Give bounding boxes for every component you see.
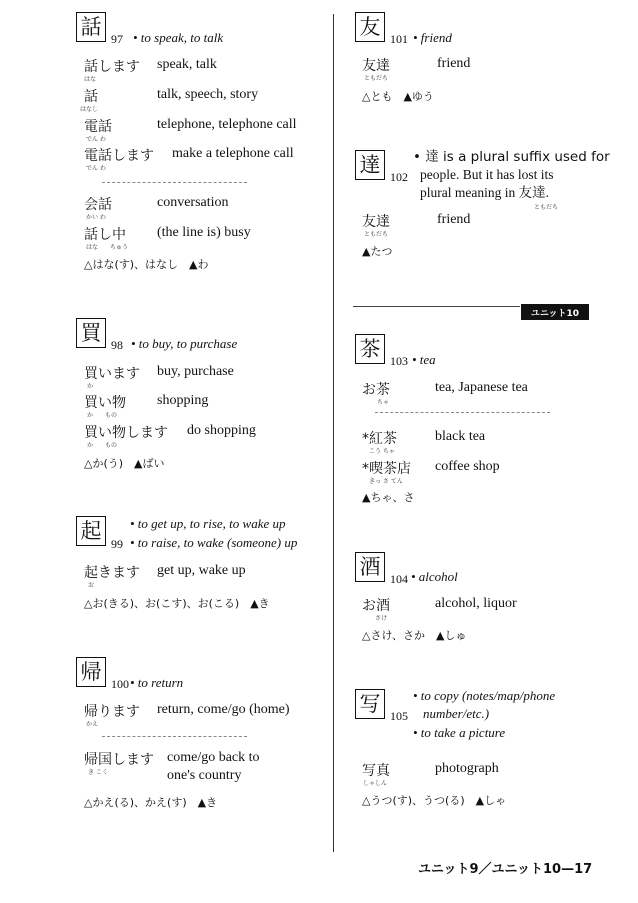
kanji-number: 100 — [111, 677, 129, 691]
kanji-readings: △かえ(る)、かえ(す) ▲き — [84, 796, 218, 809]
usage-note: people. But it has lost its — [420, 167, 554, 182]
vocab-furigana: さけ — [375, 615, 388, 622]
usage-note: plural meaning in 友達. — [420, 185, 549, 201]
vocab-furigana: か — [87, 383, 94, 390]
vocab-definition: (the line is) busy — [157, 225, 251, 240]
kanji-number: 102 — [390, 170, 408, 184]
vocab-word: *紅茶 — [362, 431, 397, 447]
vocab-furigana: きっ さ てん — [369, 478, 403, 485]
kanji-number: 101 — [390, 32, 408, 46]
kanji-meaning: • alcohol — [411, 569, 458, 584]
vocab-furigana: かい わ — [86, 214, 106, 221]
vocab-word: 友達 — [362, 214, 390, 230]
vocab-definition: tea, Japanese tea — [435, 380, 528, 395]
kanji-number: 103 — [390, 354, 408, 368]
vocab-word: *喫茶店 — [362, 461, 411, 477]
page-footer: ユニット9／ユニット10—17 — [418, 862, 593, 877]
vocab-word: 話します — [84, 59, 140, 75]
kanji-meaning: • tea — [412, 352, 436, 367]
vocab-definition: speak, talk — [157, 57, 217, 72]
vocab-furigana: か もの — [87, 442, 118, 449]
kanji-meaning: • to copy (notes/map/phone — [413, 688, 556, 703]
kanji-meaning: • to get up, to rise, to wake up — [130, 516, 286, 531]
vocab-word: 帰ります — [84, 704, 140, 720]
kanji-readings: ▲ちゃ、さ — [362, 491, 415, 504]
kanji-readings: △とも ▲ゆう — [362, 90, 434, 103]
section-divider — [375, 412, 550, 413]
kanji-number: 97 — [111, 32, 123, 46]
vocab-furigana: ともだち — [364, 75, 389, 82]
kanji-meaning: • friend — [413, 30, 452, 45]
vocab-word: 会話 — [84, 197, 112, 213]
kanji-number: 99 — [111, 537, 123, 551]
vocab-word: 話し中 — [84, 227, 126, 243]
vocab-word: 電話 — [84, 119, 112, 135]
vocab-word: 友達 — [362, 58, 390, 74]
unit-badge: ユニット10 — [521, 304, 589, 320]
vocab-word: 帰国します — [84, 752, 154, 768]
vocab-definition: alcohol, liquor — [435, 596, 517, 611]
vocab-furigana: き こく — [88, 769, 108, 776]
vocab-furigana: でん わ — [86, 165, 106, 172]
vocab-furigana: でん わ — [86, 136, 106, 143]
vocab-word: 電話します — [84, 148, 154, 164]
vocab-word: お酒 — [362, 598, 390, 614]
kanji-number: 98 — [111, 338, 123, 352]
vocab-definition: shopping — [157, 393, 209, 408]
vocab-furigana: こう ちゃ — [369, 448, 395, 455]
vocab-definition: buy, purchase — [157, 364, 234, 379]
vocab-word: 買い物します — [84, 425, 168, 441]
note-furigana: ともだち — [534, 204, 559, 211]
vocab-furigana: ちゃ — [377, 399, 390, 406]
kanji-number: 104 — [390, 572, 408, 586]
vocab-word: 買い物 — [84, 395, 126, 411]
vocab-word: 話 — [84, 89, 98, 105]
kanji-meaning: • to return — [130, 675, 184, 690]
vocab-definition: photograph — [435, 761, 499, 776]
kanji-box: 買 — [76, 318, 106, 348]
kanji-box: 茶 — [355, 334, 385, 364]
kanji-readings: △さけ、さか ▲しゅ — [362, 629, 467, 642]
kanji-readings: △お(きる)、お(こす)、お(こる) ▲き — [84, 597, 270, 610]
kanji-meaning: number/etc.) — [423, 706, 490, 721]
vocab-furigana: はなし — [80, 106, 99, 113]
usage-note: • 達 is a plural suffix used for — [413, 149, 610, 165]
vocab-furigana: お — [88, 582, 95, 589]
vocab-definition: telephone, telephone call — [157, 117, 297, 132]
vocab-word: お茶 — [362, 382, 390, 398]
vocab-furigana: しゃしん — [363, 780, 388, 787]
vocab-furigana: か もの — [87, 412, 118, 419]
kanji-box: 帰 — [76, 657, 106, 687]
vocab-definition: coffee shop — [435, 459, 500, 474]
section-divider — [102, 736, 247, 737]
column-divider — [333, 14, 334, 852]
kanji-box: 話 — [76, 12, 106, 42]
kanji-box: 写 — [355, 689, 385, 719]
vocab-definition: come/go back to — [167, 750, 260, 765]
vocab-word: 写真 — [362, 763, 390, 779]
vocab-definition: black tea — [435, 429, 486, 444]
vocab-furigana: ともだち — [364, 231, 389, 238]
kanji-meaning: • to speak, to talk — [133, 30, 224, 45]
vocab-furigana: かえ — [86, 721, 99, 728]
vocab-furigana: はな ちゅう — [86, 244, 129, 251]
vocab-word: 起きます — [84, 565, 140, 581]
vocab-definition: conversation — [157, 195, 229, 210]
section-divider — [102, 182, 247, 183]
kanji-readings: △うつ(す)、うつ(る) ▲しゃ — [362, 794, 507, 807]
vocab-definition: talk, speech, story — [157, 87, 259, 102]
kanji-readings: ▲たつ — [362, 245, 393, 258]
vocab-word: 買います — [84, 366, 140, 382]
kanji-meaning: • to buy, to purchase — [131, 336, 238, 351]
kanji-readings: △はな(す)、はなし ▲わ — [84, 258, 209, 271]
vocab-definition: make a telephone call — [172, 146, 294, 161]
kanji-box: 酒 — [355, 552, 385, 582]
vocab-definition-cont: one's country — [167, 768, 242, 783]
kanji-box: 達 — [355, 150, 385, 180]
kanji-box: 起 — [76, 516, 106, 546]
vocab-definition: return, come/go (home) — [157, 702, 290, 717]
vocab-definition: get up, wake up — [157, 563, 246, 578]
vocab-definition: friend — [437, 56, 471, 71]
kanji-meaning: • to take a picture — [413, 725, 506, 740]
kanji-meaning: • to raise, to wake (someone) up — [130, 535, 298, 550]
kanji-number: 105 — [390, 709, 408, 723]
kanji-readings: △か(う) ▲ばい — [84, 457, 165, 470]
unit-divider-rule — [353, 306, 520, 307]
vocab-definition: do shopping — [187, 423, 256, 438]
kanji-box: 友 — [355, 12, 385, 42]
vocab-definition: friend — [437, 212, 471, 227]
vocab-furigana: はな — [84, 76, 97, 83]
